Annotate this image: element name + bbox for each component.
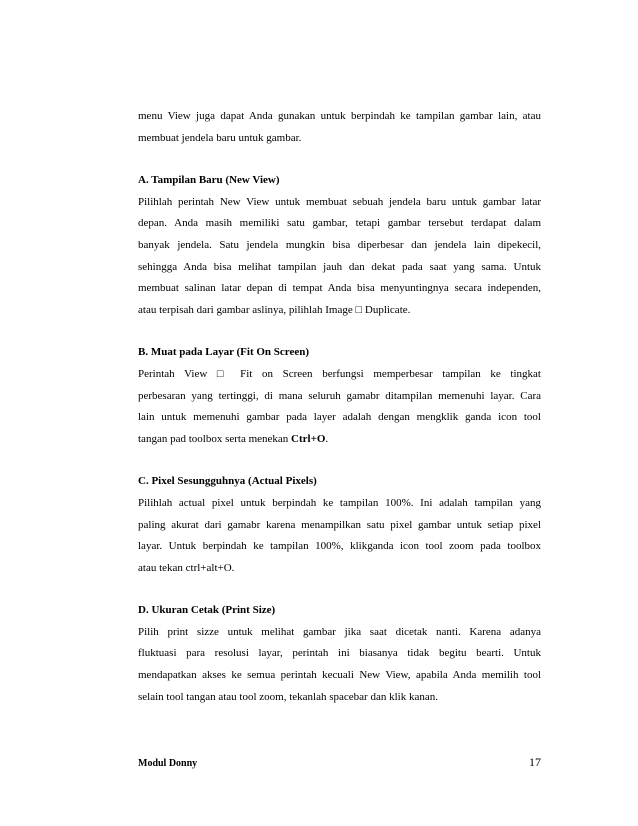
paragraph-line: banyak jendela. Satu jendela mungkin bisa diperbesar dan jendela lain dipekecil,	[138, 238, 541, 251]
section-paragraph	[138, 192, 541, 322]
intro-paragraph	[138, 106, 541, 149]
paragraph-line: Pilih print sizze untuk melihat gambar jika saat dicetak nanti. Karena adanya	[138, 625, 541, 638]
paragraph-line: Pilihlah actual pixel untuk berpindah ke tampilan 100%. Ini adalah tampilan yang	[138, 496, 541, 509]
footer-module-name: Modul Donny	[138, 758, 198, 769]
paragraph-line: layar. Untuk berpindah ke tampilan 100%, klikganda icon tool zoom pada toolbox	[138, 540, 541, 553]
section-fit-on-screen	[138, 342, 541, 450]
paragraph-line: paling akurat dari gamabr karena menampilkan satu pixel gambar untuk setiap pixel	[138, 518, 541, 531]
paragraph-line: Perintah View □ Fit on Screen berfungsi memperbesar tampilan ke tingkat	[138, 367, 541, 380]
paragraph-line: fluktuasi para resolusi layar, perintah ini biasanya tidak begitu bearti. Untuk	[138, 647, 541, 660]
section-actual-pixels	[138, 471, 541, 579]
paragraph-line: mendapatkan akses ke semua perintah kecuali New View, apabila Anda memilih tool	[138, 669, 541, 682]
sentence-end: .	[325, 432, 329, 445]
section-paragraph	[138, 622, 541, 708]
paragraph-line: perbesaran yang tertinggi, di mana seluruh gamabr ditampilan memenuhi layar. Cara	[138, 389, 541, 402]
paragraph-line: depan. Anda masih memiliki satu gambar, tetapi gambar tersebut terdapat dalam	[138, 217, 541, 230]
section-paragraph	[138, 364, 541, 450]
section-paragraph	[138, 493, 541, 579]
page-number: 17	[529, 755, 541, 769]
section-heading: C. Pixel Sesungguhnya (Actual Pixels)	[138, 475, 317, 488]
section-heading: D. Ukuran Cetak (Print Size)	[138, 604, 276, 617]
paragraph-line	[138, 429, 541, 451]
paragraph-line: atau tekan ctrl+alt+O.	[138, 561, 235, 574]
paragraph-line: membuat salinan latar depan di tempat Anda bisa menyuntingnya secara independen,	[138, 282, 541, 295]
paragraph-line: selain tool tangan atau tool zoom, tekanlah spacebar dan klik kanan.	[138, 690, 438, 703]
section-print-size	[138, 600, 541, 708]
page-body	[138, 106, 541, 729]
paragraph-line: membuat jendela baru untuk gambar.	[138, 131, 302, 144]
paragraph-line: lain untuk memenuhi gambar pada layer adalah dengan mengklik ganda icon tool	[138, 411, 541, 424]
paragraph-line-text: tangan pad toolbox serta menekan	[138, 432, 292, 445]
shortcut-text: Ctrl+O	[291, 432, 326, 445]
section-heading: A. Tampilan Baru (New View)	[138, 174, 280, 187]
section-new-view	[138, 170, 541, 321]
paragraph-line: menu View juga dapat Anda gunakan untuk berpindah ke tampilan gambar lain, atau	[138, 110, 541, 122]
paragraph-line: sehingga Anda bisa melihat tampilan jauh dan dekat pada saat yang sama. Untuk	[138, 260, 541, 273]
section-heading: B. Muat pada Layar (Fit On Screen)	[138, 346, 310, 359]
paragraph-line: atau terpisah dari gambar aslinya, pilihlah Image □ Duplicate.	[138, 303, 411, 316]
paragraph-line: Pilihlah perintah New View untuk membuat sebuah jendela baru untuk gambar latar	[138, 195, 541, 208]
page-footer	[138, 755, 541, 775]
